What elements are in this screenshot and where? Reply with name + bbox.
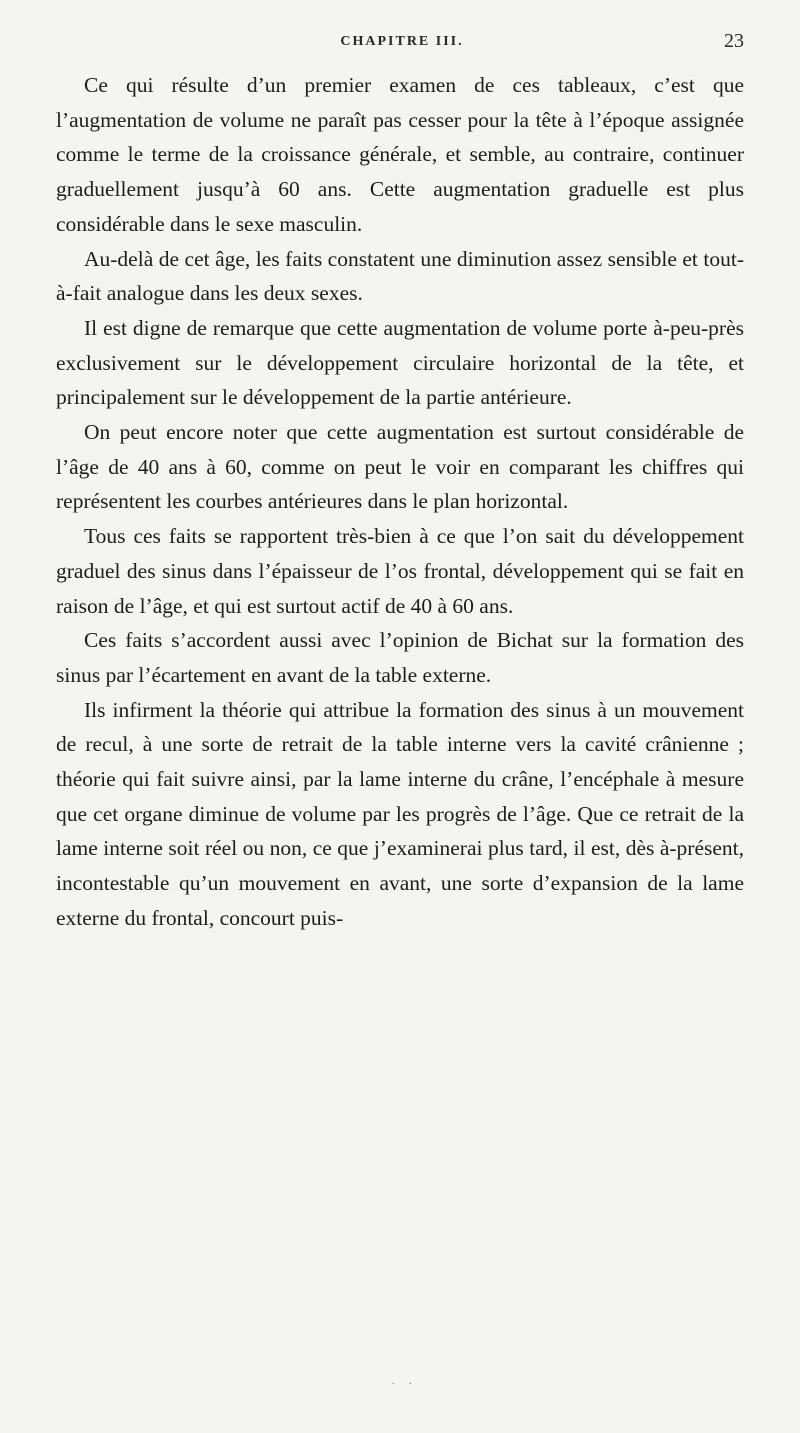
footer-marks: . . xyxy=(392,1376,418,1387)
paragraph-1: Ce qui résulte d’un premier examen de ces tableaux, c’est que l’augmentation de volume ne paraît pas cesser pour la tête à l’époque assignée comme le terme de la croissance générale, et semble, au contraire, continuer graduellement jusqu’à 60 ans. Cette augmentation graduelle est plus considérable dans le sexe masculin. xyxy=(56,73,744,236)
paragraph-7: Ils infirment la théorie qui attribue la formation des sinus à un mouvement de recul, à une sorte de retrait de la table interne vers la cavité crânienne ; théorie qui fait suivre ainsi, par la lame interne du crâne, l’encéphale à mesure que cet organe diminue de volume par les progrès de l’âge. Que ce retrait de la lame interne soit réel ou non, ce que j’examinerai plus tard, il est, dès à-présent, incontestable qu’un mouvement en avant, une sorte d’expansion de la lame externe du frontal, concourt puis- xyxy=(56,697,744,930)
body-text xyxy=(56,68,744,936)
paragraph-4: On peut encore noter que cette augmentation est surtout considérable de l’âge de 40 ans à 60, comme on peut le voir en comparant les chiffres qui représentent les courbes antérieures dans le plan horizontal. xyxy=(56,420,744,514)
paragraph-3: Il est digne de remarque que cette augmentation de volume porte à-peu-près exclusivement sur le développement circulaire horizontal de la tête, et principalement sur le développement de la partie antérieure. xyxy=(56,315,744,410)
chapter-title: CHAPITRE III. xyxy=(340,34,464,49)
paragraph-2: Au-delà de cet âge, les faits constatent une diminution assez sensible et tout-à-fait analogue dans les deux sexes. xyxy=(56,246,744,306)
running-head xyxy=(60,16,744,56)
paragraph-5: Tous ces faits se rapportent très-bien à ce que l’on sait du développement graduel des sinus dans l’épaisseur de l’os frontal, développement qui se fait en raison de l’âge, et qui est surtout actif de 40 à 60 ans. xyxy=(56,524,744,618)
paragraph-6: Ces faits s’accordent aussi avec l’opinion de Bichat sur la formation des sinus par l’écartement en avant de la table externe. xyxy=(56,628,744,687)
page-number: 23 xyxy=(724,30,744,52)
